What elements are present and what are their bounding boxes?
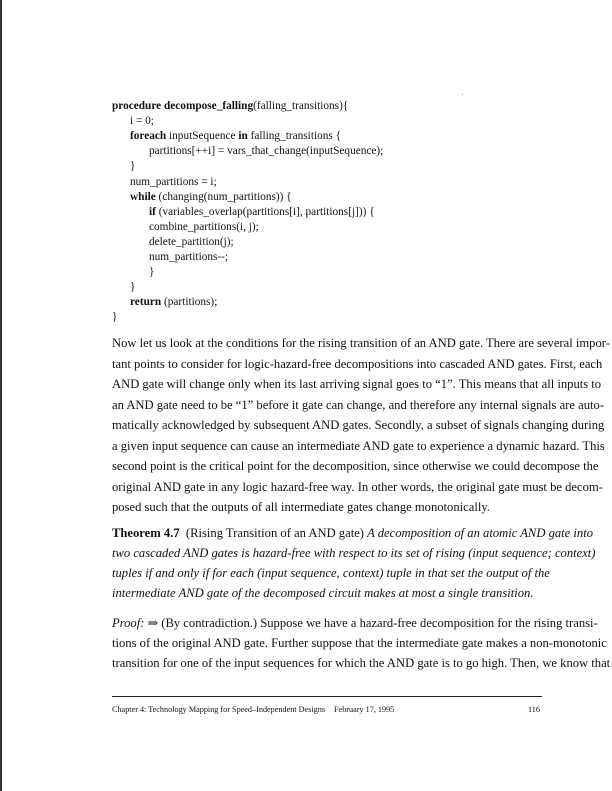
code-line	[130, 190, 292, 205]
theorem-line	[112, 565, 550, 581]
paragraph-line: second point is the critical point for the decomposition, since otherwise we could decompose the	[112, 459, 599, 473]
code-line	[149, 144, 383, 159]
code-text: (variables_overlap(partitions[i], partitions[j])) {	[155, 205, 375, 218]
code-keyword: foreach	[130, 130, 167, 143]
roman-text: ⇒ (By contradiction.) Suppose we have a hazard-free decomposition for the rising transi-	[144, 616, 598, 630]
code-keyword: while	[130, 190, 156, 203]
code-line	[149, 220, 259, 235]
code-line	[149, 250, 228, 265]
code-line	[130, 159, 135, 174]
italic-text: two cascaded AND gates is hazard-free with respect to its set of rising (input sequence; context)	[112, 546, 596, 560]
code-text: num_partitions--;	[149, 251, 229, 263]
paragraph-line: an AND gate need to be “1” before it gate can change, and therefore any internal signals are auto-	[112, 397, 604, 412]
code-line	[130, 129, 341, 144]
proof-line	[112, 635, 607, 651]
roman-text: tions of the original AND gate. Further suppose that the intermediate gate makes a non-monotonic	[112, 636, 607, 650]
code-line	[130, 175, 217, 190]
proof-line	[112, 615, 598, 631]
scan-speck	[462, 94, 463, 95]
theorem-line	[112, 525, 593, 541]
code-text: falling_transitions {	[247, 130, 342, 143]
code-line	[149, 235, 234, 250]
code-text: num_partitions = i;	[130, 175, 217, 188]
code-text: (falling_transitions){	[253, 100, 349, 112]
code-text: (changing(num_partitions)) {	[155, 190, 292, 203]
code-text: (partitions);	[161, 296, 218, 309]
paragraph-line: original AND gate in any logic hazard-free way. In other words, the original gate must be decom-	[112, 479, 603, 494]
code-line	[130, 280, 135, 295]
code-keyword: return	[130, 296, 162, 309]
footer-rule	[112, 696, 542, 697]
paragraph-line: posed such that the outputs of all intermediate gates change monotonically.	[112, 500, 490, 514]
paragraph-line: a given input sequence can cause an intermediate AND gate to experience a dynamic hazard. This	[112, 438, 605, 453]
code-keyword: if	[149, 205, 156, 218]
italic-text: tuples if and only if for each (input sequence, context) tuple in that set the output of the	[112, 566, 550, 580]
code-line	[130, 295, 217, 310]
proof-line	[112, 655, 611, 671]
code-line	[149, 205, 375, 220]
code-line	[112, 99, 348, 114]
page-number: 116	[528, 705, 540, 714]
code-keyword: in	[238, 130, 248, 143]
theorem-line	[112, 545, 596, 561]
code-text: }	[130, 160, 136, 173]
italic-text: Proof:	[112, 616, 145, 630]
roman-text: (Rising Transition of an AND gate)	[179, 526, 368, 540]
paragraph-line: Now let us look at the conditions for the rising transition of an AND gate. There are several impor-	[112, 336, 610, 350]
code-text: i = 0;	[130, 115, 154, 128]
scan-edge	[0, 0, 2, 791]
code-text: inputSequence	[166, 130, 239, 143]
paragraph-line: AND gate will change only when its last arriving signal goes to “1”. This means that all inputs to	[112, 377, 602, 391]
code-text: }	[149, 266, 155, 279]
paragraph-line: matically acknowledged by subsequent AND gates. Secondly, a subset of signals changing during	[112, 418, 605, 432]
code-line	[130, 114, 154, 129]
italic-text: A decomposition of an atomic AND gate into	[367, 526, 593, 540]
paragraph-line: tant points to consider for logic-hazard-free decompositions into cascaded AND gates. First, each	[112, 356, 603, 371]
code-text: partitions[++i] = vars_that_change(inputSequence);	[149, 145, 384, 158]
code-text: delete_partition(j);	[149, 235, 234, 248]
code-text: }	[130, 281, 136, 294]
code-keyword: procedure decompose_falling	[112, 100, 254, 112]
theorem-line	[112, 585, 542, 601]
footer-date: February 17, 1995	[334, 705, 395, 714]
theorem-label: Theorem 4.7	[112, 526, 180, 540]
italic-text: intermediate AND gate of the decomposed circuit makes at most a single transition.	[112, 586, 534, 600]
code-line	[149, 265, 154, 280]
roman-text: transition for one of the input sequences for which the AND gate is to go high. Then, we know that	[112, 656, 611, 670]
code-text: }	[112, 311, 118, 324]
footer-chapter: Chapter 4: Technology Mapping for Speed–Independent Designs	[112, 705, 326, 714]
code-text: combine_partitions(i, j);	[149, 220, 259, 233]
code-line	[112, 310, 117, 325]
